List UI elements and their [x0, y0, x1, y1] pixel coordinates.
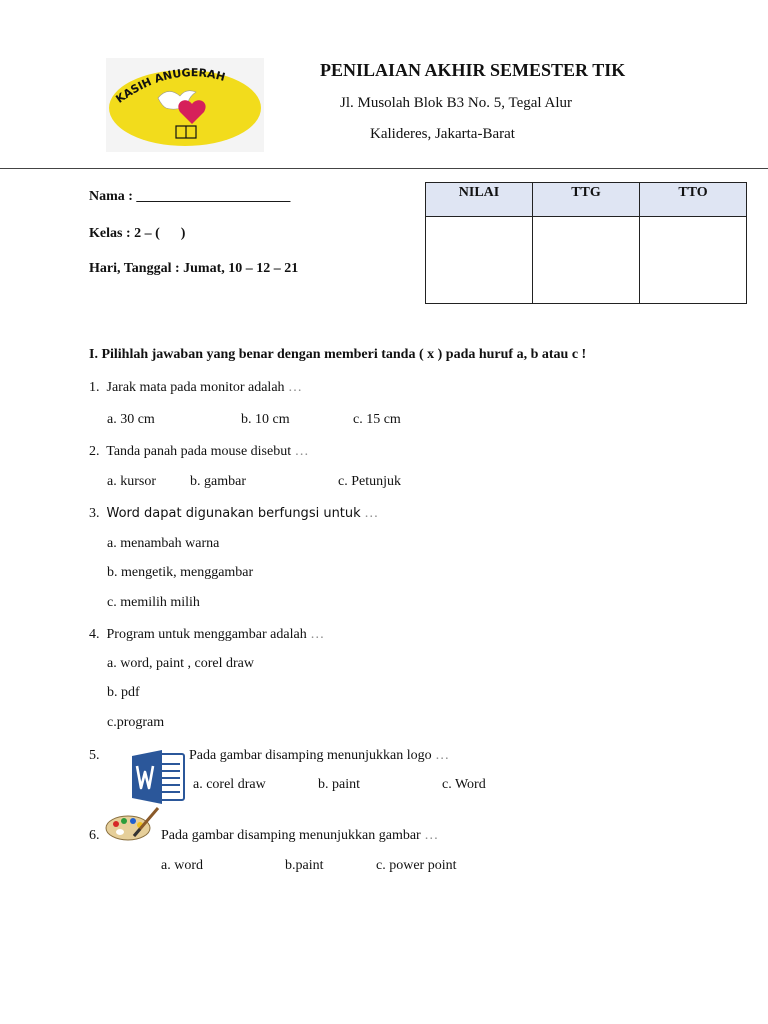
q6-option-b: b.paint — [285, 858, 324, 873]
q5-option-c: c. Word — [442, 777, 486, 792]
school-logo — [106, 58, 264, 152]
question-2 — [89, 444, 309, 460]
score-table — [425, 182, 747, 304]
school-logo-graphic — [106, 58, 264, 152]
page-title: PENILAIAN AKHIR SEMESTER TIK — [320, 60, 626, 80]
score-header-ttg: TTG — [533, 183, 640, 217]
question-5 — [189, 748, 449, 764]
question-number: 2. — [89, 444, 100, 459]
ellipsis: … — [364, 506, 379, 521]
q2-option-b: b. gambar — [190, 474, 246, 489]
q4-option-b: b. pdf — [107, 685, 140, 700]
q4-option-a: a. word, paint , corel draw — [107, 656, 254, 671]
kelas-field: Kelas : 2 – ( ) — [89, 226, 186, 241]
nama-field: Nama : ______________________ — [89, 189, 291, 204]
question-text: Program untuk menggambar adalah — [106, 627, 307, 642]
q2-option-a: a. kursor — [107, 474, 156, 489]
q3-option-b: b. mengetik, menggambar — [107, 565, 254, 580]
q5-option-a: a. corel draw — [193, 777, 266, 792]
q3-option-c: c. memilih milih — [107, 595, 200, 610]
score-header-tto: TTO — [640, 183, 747, 217]
address-line-1: Jl. Musolah Blok B3 No. 5, Tegal Alur — [340, 95, 573, 111]
q1-option-c: c. 15 cm — [353, 412, 401, 427]
word-logo-icon — [130, 748, 186, 804]
score-header-nilai: NILAI — [426, 183, 533, 217]
question-text: Jarak mata pada monitor adalah — [106, 380, 285, 395]
question-3 — [89, 506, 378, 522]
header-divider — [0, 168, 768, 169]
q6-option-c: c. power point — [376, 858, 457, 873]
section-title: I. Pilihlah jawaban yang benar dengan memberi tanda ( x ) pada huruf a, b atau c ! — [89, 347, 587, 362]
question-6-number: 6. — [89, 828, 100, 843]
question-text: Tanda panah pada mouse disebut — [106, 444, 292, 459]
q1-option-b: b. 10 cm — [241, 412, 290, 427]
ellipsis: … — [424, 828, 439, 843]
question-5-number: 5. — [89, 748, 100, 763]
q6-option-a: a. word — [161, 858, 203, 873]
question-text: Word dapat digunakan berfungsi untuk — [106, 506, 361, 521]
q2-option-c: c. Petunjuk — [338, 474, 401, 489]
ellipsis: … — [435, 748, 450, 763]
question-4 — [89, 627, 324, 643]
address-line-2: Kalideres, Jakarta-Barat — [370, 126, 515, 142]
ellipsis: … — [310, 627, 325, 642]
ellipsis: … — [294, 444, 309, 459]
q3-option-a: a. menambah warna — [107, 536, 220, 551]
paint-palette-icon — [104, 806, 160, 842]
svg-text:KASIH ANUGERAH: KASIH ANUGERAH — [113, 66, 227, 106]
score-cell-tto — [640, 217, 747, 304]
q4-option-c: c.program — [107, 715, 165, 730]
question-text: Pada gambar disamping menunjukkan gambar — [161, 828, 421, 843]
ellipsis: … — [288, 380, 303, 395]
score-cell-nilai — [426, 217, 533, 304]
question-1 — [89, 380, 302, 396]
question-6 — [161, 828, 438, 844]
q5-option-b: b. paint — [318, 777, 360, 792]
q1-option-a: a. 30 cm — [107, 412, 155, 427]
question-number: 3. — [89, 506, 100, 521]
question-number: 4. — [89, 627, 100, 642]
question-number: 1. — [89, 380, 100, 395]
score-cell-ttg — [533, 217, 640, 304]
tanggal-field: Hari, Tanggal : Jumat, 10 – 12 – 21 — [89, 261, 299, 276]
question-text: Pada gambar disamping menunjukkan logo — [189, 748, 432, 763]
